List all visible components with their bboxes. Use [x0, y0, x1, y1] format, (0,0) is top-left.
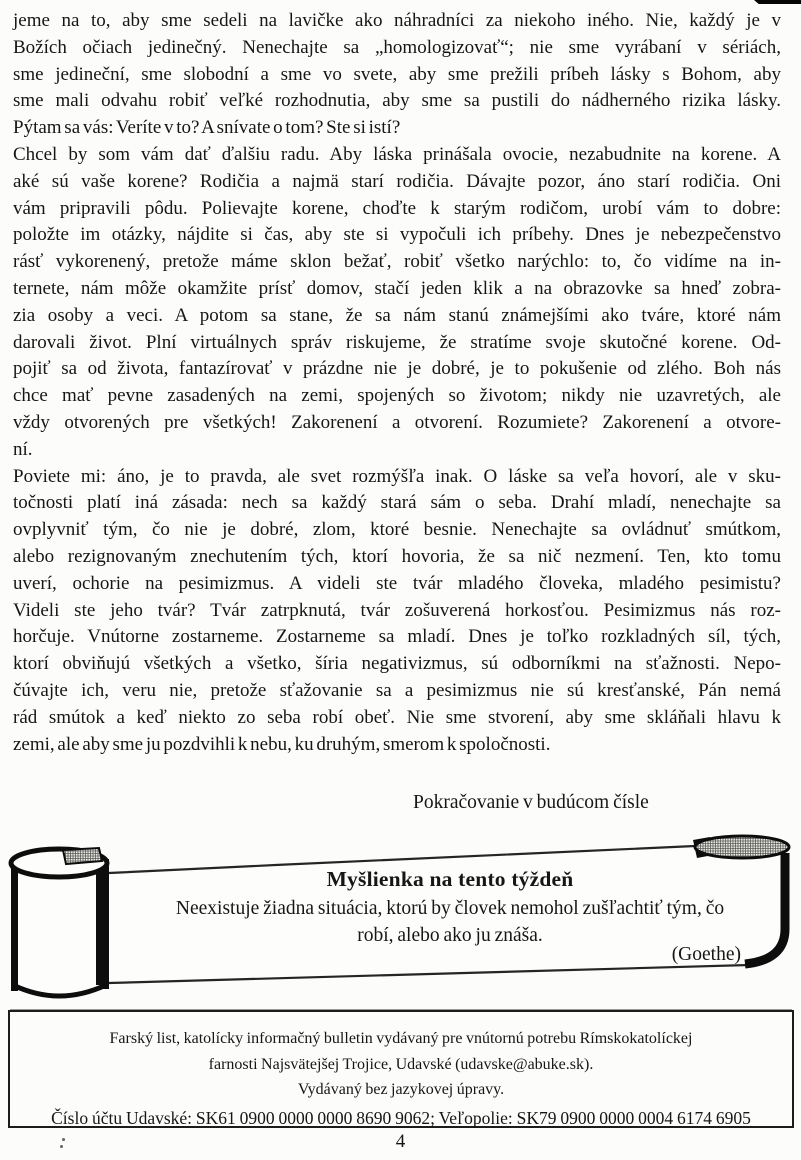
- bulletin-info-box: [8, 1010, 794, 1128]
- text-line: Chcel by som vám dať ďalšiu radu. Aby láska prinášala ovocie, nezabudnite na korene. A: [13, 143, 781, 165]
- text-line: zemi, ale aby sme ju pozdvihli k nebu, ku druhým, smerom k spoločnosti.: [13, 733, 551, 755]
- bulletin-line: farnosti Najsvätejšej Trojice, Udavské (udavske@abuke.sk).: [208, 1055, 594, 1073]
- scroll-left-roll-paper-end: [63, 848, 102, 864]
- thought-attribution: (Goethe): [671, 944, 741, 965]
- paragraph: [13, 8, 781, 142]
- scroll-left-roll-body: [11, 863, 108, 989]
- text-line: ní.: [13, 438, 33, 460]
- scroll-right-roll: [695, 836, 789, 858]
- paragraph: [13, 142, 781, 464]
- text-line: alebo rezignovaným znechutením tých, ktorí hovoria, že sa nič nezmení. Ten, kto tomu: [13, 545, 781, 567]
- text-line: rásť vykorenený, pretože máme sklon bežať, robiť všetko narýchlo: to, čo vidíme na in-: [13, 251, 781, 273]
- text-line: rád smútok a keď niekto zo seba robí obeť. Nie sme stvorení, aby sme skláňali hlavu k: [13, 706, 781, 728]
- text-line: vždy otvorených pre všetkých! Zakorenení a otvorení. Rozumiete? Zakorenení a otvore-: [13, 411, 781, 433]
- thought-title: Myšlienka na tento týždeň: [326, 867, 574, 891]
- text-line: aké sú vaše korene? Rodičia a najmä starí rodičia. Dávajte pozor, áno starí rodičia. Oni: [13, 170, 781, 192]
- text-line: ternete, nám môže okamžite prísť domov, stačí jeden klik a na obrazovke sa hneď zobra-: [13, 277, 781, 299]
- text-line: položte im otázky, nájdite si čas, aby ste si vypočuli ich príbehy. Dnes je nebezpečenstvo: [13, 224, 781, 246]
- text-line: pojiť sa od života, fantazírovať v prázdne nie je dobré, je to pokušenie od zlého. Boh nás: [13, 358, 781, 380]
- bulletin-line: Vydávaný bez jazykovej úpravy.: [297, 1081, 505, 1098]
- text-line: zia osoby a veci. A potom sa stane, že sa nám stanú známejšími ako tváre, ktoré nám: [13, 304, 781, 326]
- article-text: [13, 8, 781, 758]
- text-line: čúvajte ich, veru nie, pretože sťažovanie sa a pesimizmus nie sú kresťanské, Pán nemá: [13, 679, 781, 701]
- text-line: Poviete mi: áno, je to pravda, ale svet rozmýšľa inak. O láske sa veľa hovorí, ale v sku-: [13, 465, 781, 487]
- text-line: ktorí obviňujú všetkých a všetko, šíria negativizmus, sú odborníkmi na sťažnosti. Nepo-: [13, 653, 781, 675]
- text-line: sme mali odvahu robiť veľké rozhodnutia, aby sme sa pustili do nádherného rizika lásky.: [13, 90, 781, 112]
- text-line: Neexistuje žiadna situácia, ktorú by človek nemohol zušľachtiť tým, čo: [175, 898, 725, 919]
- paragraph: [13, 464, 781, 759]
- text-line: ovplyvniť tým, čo nie je dobré, zlom, ktoré besnie. Nenechajte sa ovládnuť smútkom,: [13, 519, 781, 541]
- text-line: Pýtam sa vás: Veríte v to? A snívate o tom? Ste si istí?: [13, 117, 401, 139]
- text-line: robí, alebo ako ju znáša.: [357, 925, 543, 946]
- text-line: sme jedineční, sme slobodní a sme vo svete, aby sme prežili príbeh lásky s Bohom, aby: [13, 63, 781, 85]
- text-line: vám pripravili pôdu. Polievajte korene, choďte k starým rodičom, urobí vám to dobre:: [13, 197, 781, 219]
- text-line: horčuje. Vnútorne zostarneme. Zostarneme sa mladí. Dnes je toľko rozkladných síl, tých,: [13, 626, 781, 648]
- text-line: chce mať pevne zasadených na zemi, spojených so životom; nikdy nie uzavretých, ale: [13, 385, 781, 407]
- scan-speck: [57, 1138, 67, 1150]
- text-line: darovali život. Plní virtuálnych správ riskujeme, že stratíme svoje skutočné korene. Od-: [13, 331, 781, 353]
- scroll-left-roll-bottom: [13, 985, 106, 996]
- thought-scroll: [5, 833, 796, 1009]
- continuation-note: Pokračovanie v budúcom čísle: [413, 792, 649, 813]
- page-number: 4: [395, 1131, 406, 1152]
- text-line: Videli ste jeho tvár? Tvár zatrpknutá, tvár zošuverená horkosťou. Pesimizmus nás roz-: [13, 599, 781, 621]
- text-line: uverí, ochorie na pesimizmus. A videli ste tvár mladého človeka, mladého pesimistu?: [13, 572, 781, 594]
- thought-quote: [120, 895, 780, 949]
- text-line: točnosti platí iná zásada: nech sa každý stará sám o seba. Drahí mladí, nenechajte sa: [13, 492, 781, 514]
- bulletin-line: Farský list, katolícky informačný bulletin vydávaný pre vnútornú potrebu Rímskokatolíckej: [109, 1030, 693, 1047]
- text-line: Božích očiach jedinečný. Nenechajte sa „homologizovať“; nie sme vyrábaní v sériách,: [13, 36, 781, 58]
- scan-edge-artifact: [754, 0, 801, 4]
- bank-account-line: Číslo účtu Udavské: SK61 0900 0000 0000 8690 9062; Veľopolie: SK79 0900 0000 0004 6174 6905: [51, 1107, 751, 1128]
- text-line: jeme na to, aby sme sedeli na lavičke ako náhradníci za niekoho iného. Nie, každý je v: [13, 10, 781, 31]
